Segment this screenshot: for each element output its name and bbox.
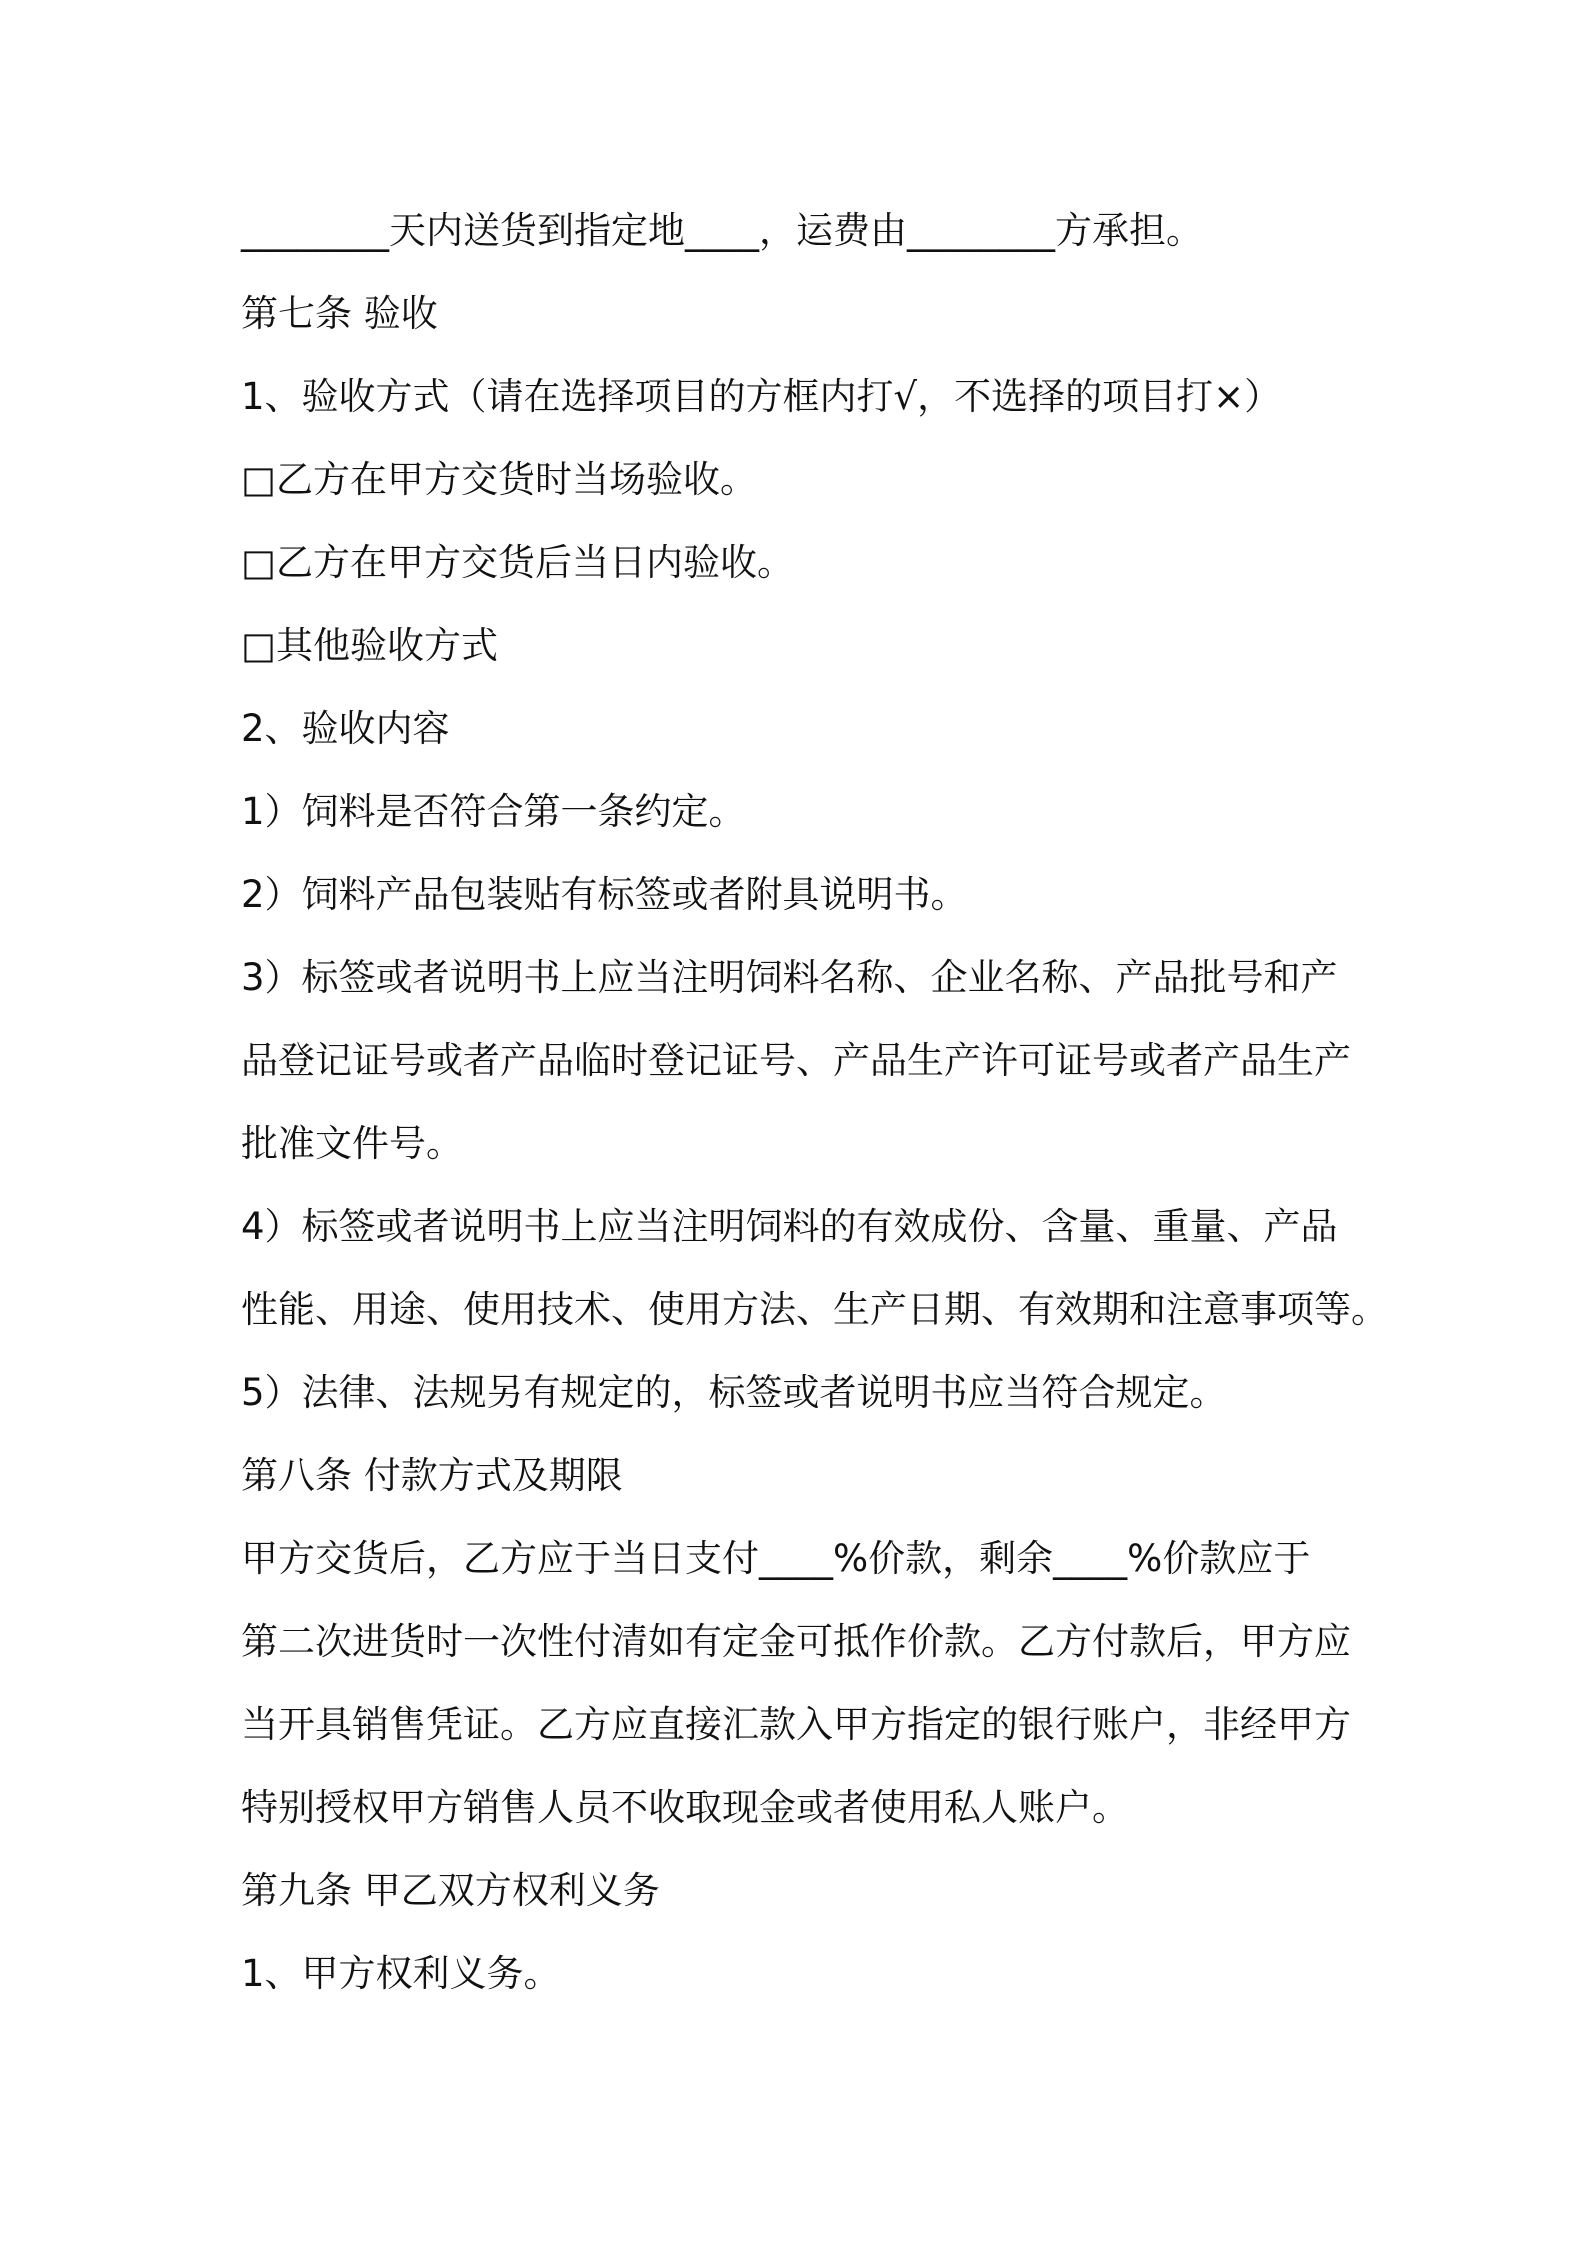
inspection-method-item: 1、验收方式（请在选择项目的方框内打√，不选择的项目打×） [241,375,1282,418]
checkbox-option-same-day: □乙方在甲方交货后当日内验收。 [241,541,794,584]
delivery-line: ________天内送货到指定地____，运费由________方承担。 [241,209,1203,252]
paragraph-line: 批准文件号。 [241,1122,463,1165]
party-a-rights-item: 1、甲方权利义务。 [241,1952,561,1995]
paragraph-line: 2）饲料产品包装贴有标签或者附具说明书。 [241,873,968,916]
checkbox-option-onsite: □乙方在甲方交货时当场验收。 [241,458,757,501]
article-8-heading: 第八条 付款方式及期限 [241,1454,623,1497]
paragraph-line: 第二次进货时一次性付清如有定金可抵作价款。乙方付款后，甲方应 [241,1620,1351,1663]
article-7-heading: 第七条 验收 [241,292,438,335]
paragraph-line: 4）标签或者说明书上应当注明饲料的有效成份、含量、重量、产品 [241,1205,1338,1248]
paragraph-line: 品登记证号或者产品临时登记证号、产品生产许可证号或者产品生产 [241,1039,1351,1082]
article-9-heading: 第九条 甲乙双方权利义务 [241,1869,660,1912]
inspection-content-item: 2、验收内容 [241,707,450,750]
paragraph-line: 5）法律、法规另有规定的，标签或者说明书应当符合规定。 [241,1371,1227,1414]
paragraph-line: 当开具销售凭证。乙方应直接汇款入甲方指定的银行账户，非经甲方 [241,1703,1351,1746]
paragraph-line: 性能、用途、使用技术、使用方法、生产日期、有效期和注意事项等。 [241,1288,1388,1331]
paragraph-line: 3）标签或者说明书上应当注明饲料名称、企业名称、产品批号和产 [241,956,1338,999]
paragraph-line: 特别授权甲方销售人员不收取现金或者使用私人账户。 [241,1786,1129,1829]
document-body [241,196,1388,2022]
checkbox-option-other: □其他验收方式 [241,624,498,667]
paragraph-line: 甲方交货后，乙方应于当日支付____%价款，剩余____%价款应于 [241,1537,1311,1580]
paragraph-line: 1）饲料是否符合第一条约定。 [241,790,746,833]
